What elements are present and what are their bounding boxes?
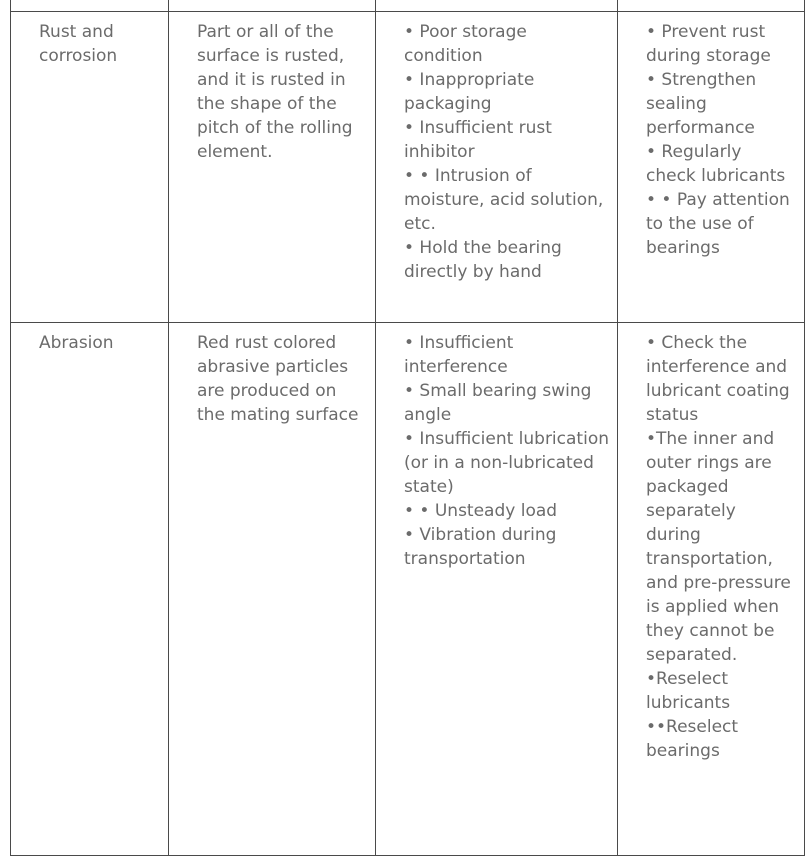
- measure-item: •Reselect lubricants: [646, 669, 731, 713]
- measure-item: • Regularly check lubricants: [646, 142, 786, 186]
- table-cell: [618, 0, 805, 12]
- cause-item: • Poor storage condition: [404, 22, 527, 66]
- failure-name: Abrasion: [39, 333, 114, 353]
- failure-cell: [11, 12, 169, 323]
- measure-item: • • Pay attention to the use of bearings: [646, 190, 790, 258]
- causes-cell: [376, 12, 618, 323]
- cause-item: • • Unsteady load: [404, 501, 558, 521]
- causes-cell: [376, 323, 618, 856]
- failure-cell: [11, 323, 169, 856]
- failure-name: Rust and corrosion: [39, 22, 118, 66]
- cause-item: • Insufficient rust inhibitor: [404, 118, 552, 162]
- measure-item: • Strengthen sealing performance: [646, 70, 757, 138]
- measure-item: • Prevent rust during storage: [646, 22, 771, 66]
- table-row: [11, 323, 805, 856]
- measure-item: ••Reselect bearings: [646, 717, 739, 761]
- description-cell: [169, 323, 376, 856]
- table-cell: [376, 0, 618, 12]
- measures-cell: [618, 323, 805, 856]
- cause-item: • Vibration during transportation: [404, 525, 557, 569]
- description-cell: [169, 12, 376, 323]
- table-cell: [169, 0, 376, 12]
- cause-item: • Inappropriate packaging: [404, 70, 535, 114]
- measure-item: • Check the interference and lubricant coating status: [646, 333, 790, 425]
- measure-item: •The inner and outer rings are packaged separately during transportation, and pre-pressure is applied when they cannot be separated.: [646, 429, 791, 665]
- cause-item: • Insufficient interference: [404, 333, 514, 377]
- table-cell: [11, 0, 169, 12]
- cause-item: • Small bearing swing angle: [404, 381, 592, 425]
- cause-item: • Insufficient lubrication (or in a non-lubricated state): [404, 429, 609, 497]
- cause-item: • • Intrusion of moisture, acid solution, etc.: [404, 166, 604, 234]
- failure-description: Red rust colored abrasive particles are produced on the mating surface: [197, 333, 359, 425]
- table-row-partial: [11, 0, 805, 12]
- measures-cell: [618, 12, 805, 323]
- failure-table: [10, 0, 805, 856]
- table-row: [11, 12, 805, 323]
- cause-item: • Hold the bearing directly by hand: [404, 238, 562, 282]
- failure-description: Part or all of the surface is rusted, and it is rusted in the shape of the pitch of the rolling element.: [197, 22, 353, 162]
